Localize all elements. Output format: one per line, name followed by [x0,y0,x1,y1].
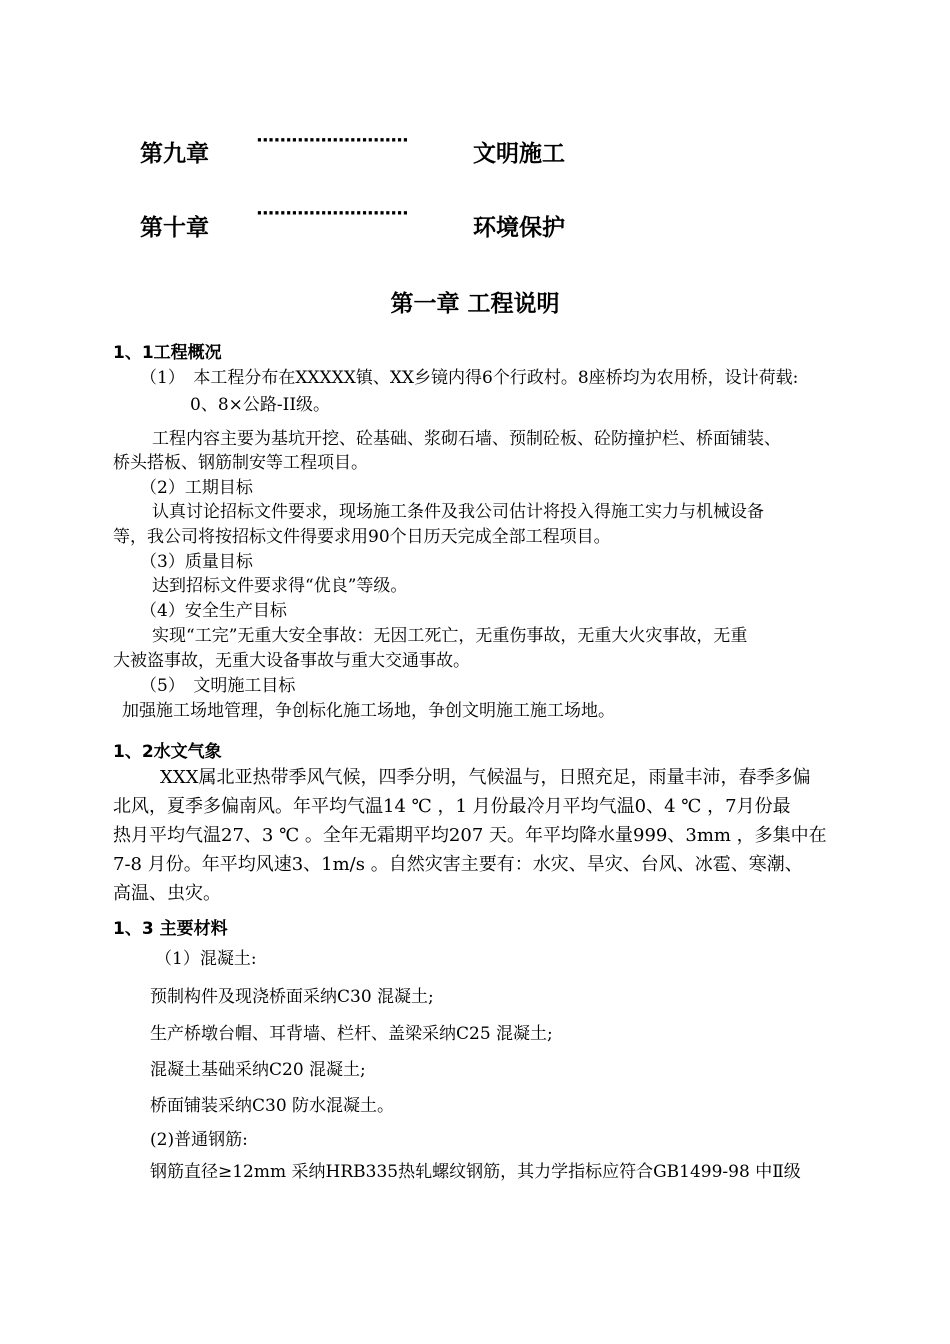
subheading-civilized: （5） 文明施工目标 [140,676,296,696]
section-heading-1-3: 1、3 主要材料 [113,919,228,939]
paragraph-line: 实现“工完”无重大安全事故：无因工死亡，无重伤事故，无重大火灾事故，无重 [152,626,748,646]
subheading-concrete: （1）混凝土: [155,949,257,969]
paragraph-line: 钢筋直径≥12mm 采纳HRB335热轧螺纹钢筋，其力学指标应符合GB1499-98 中Ⅱ级 [150,1162,801,1182]
toc-title-10: 环境保护 [473,215,565,241]
paragraph-line: 桥头搭板、钢筋制安等工程项目。 [113,453,368,473]
paragraph-line: 桥面铺装采纳C30 防水混凝土。 [150,1096,395,1116]
subheading-quality: （3）质量目标 [140,552,253,572]
paragraph-line: 加强施工场地管理，争创标化施工场地，争创文明施工施工场地。 [122,701,615,721]
toc-chapter-10: 第十章 [140,215,209,241]
paragraph-line: 混凝土基础采纳C20 混凝土; [150,1060,366,1080]
paragraph-line: 工程内容主要为基坑开挖、砼基础、浆砌石墙、预制砼板、砼防撞护栏、桥面铺装、 [152,429,781,449]
paragraph-line: 高温、虫灾。 [113,883,221,904]
subheading-safety: （4）安全生产目标 [140,601,287,621]
paragraph-line: 预制构件及现浇桥面采纳C30 混凝土; [150,987,434,1007]
toc-title-9: 文明施工 [473,141,565,167]
paragraph-line: XXX属北亚热带季风气候，四季分明，气候温与，日照充足，雨量丰沛，春季多偏 [160,767,811,788]
paragraph-line: 认真讨论招标文件要求，现场施工条件及我公司估计将投入得施工实力与机械设备 [152,502,764,522]
subheading-schedule: （2）工期目标 [140,478,253,498]
paragraph-line: 达到招标文件要求得“优良”等级。 [152,576,408,596]
paragraph-line: 生产桥墩台帽、耳背墙、栏杆、盖梁采纳C25 混凝土; [150,1024,553,1044]
paragraph-line: 北风，夏季多偏南风。年平均气温14 ℃ ，1 月份最冷月平均气温0、4 ℃ ，7月份最 [113,796,791,817]
toc-dots-10: ·························· [256,203,408,224]
paragraph-line: 7-8 月份。年平均风速3、1m/s 。自然灾害主要有：水灾、旱灾、台风、冰雹、寒潮、 [113,854,803,875]
paragraph-line: 大被盗事故，无重大设备事故与重大交通事故。 [113,651,470,671]
section-heading-1-2: 1、2水文气象 [113,742,222,762]
paragraph-line: （1） 本工程分布在XXXXX镇、XX乡镜内得6个行政村。8座桥均为农用桥，设计荷载: [140,368,799,388]
toc-dots-9: ·························· [256,130,408,151]
subheading-rebar: (2)普通钢筋: [150,1130,248,1150]
paragraph-line: 等，我公司将按招标文件得要求用90个日历天完成全部工程项目。 [113,527,611,547]
chapter-title: 第一章 工程说明 [390,291,560,317]
paragraph-line: 热月平均气温27、3 ℃ 。全年无霜期平均207 天。年平均降水量999、3mm ，多集中在 [113,825,827,846]
section-heading-1-1: 1、1工程概况 [113,343,222,363]
toc-chapter-9: 第九章 [140,141,209,167]
paragraph-line: 0、8×公路-II级。 [190,395,331,415]
